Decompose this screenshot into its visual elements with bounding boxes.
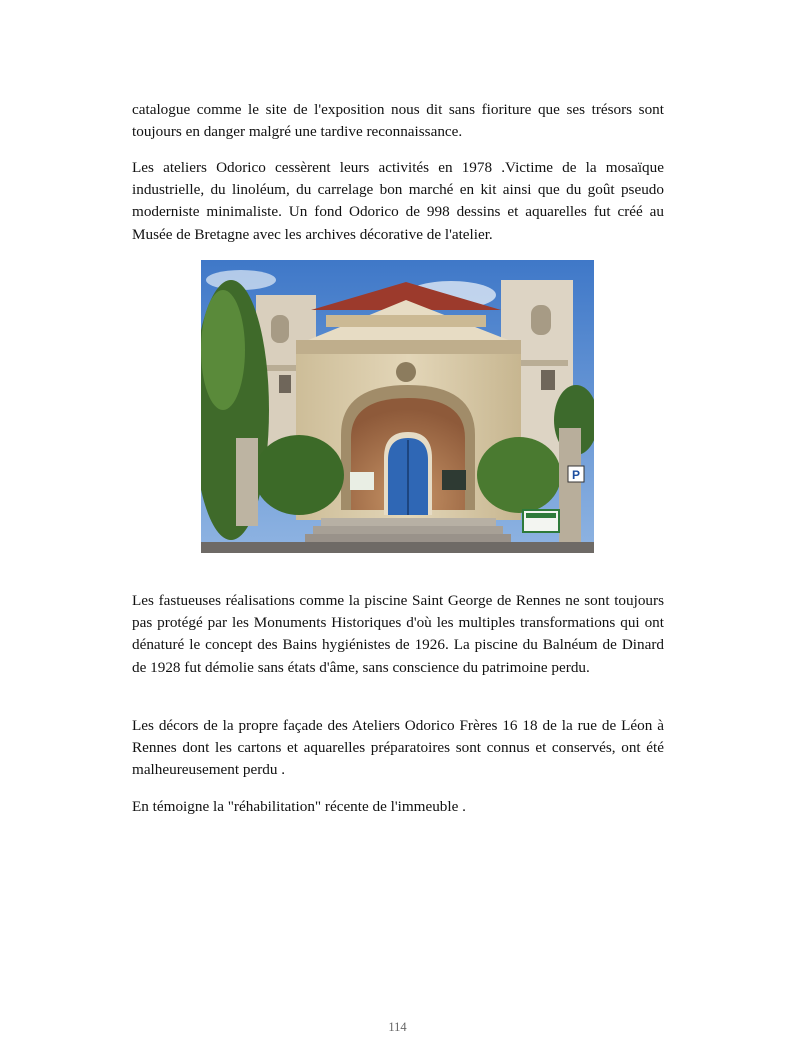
page-number: 114 [388,1020,407,1034]
paragraph-text: Les ateliers Odorico cessèrent leurs activités en 1978 .Victime de la mosaïque industrielle, du linoléum, du carrelage bon marché en kit ainsi que du goût pseudo moderniste minimaliste. Un fond Odorico de 998 dessins et aquarelles fut créé au Musée de Bretagne avec les archives décorative de l'atelier. [132,159,664,243]
paragraph-text: Les décors de la propre façade des Ateliers Odorico Frères 16 18 de la rue de Léon à Rennes dont les cartons et aquarelles préparatoires sont connus et conservés, ont été malheureusement perdu . [132,717,664,779]
paragraph [132,715,664,782]
paragraph [132,99,664,143]
building-photo [201,260,594,553]
paragraph [132,590,664,679]
paragraph [132,157,664,246]
paragraph [132,796,664,818]
paragraph-text: catalogue comme le site de l'exposition nous dit sans fioriture que ses trésors sont toujours en danger malgré une tardive reconnaissance. [132,101,664,141]
paragraph-text: Les fastueuses réalisations comme la piscine Saint George de Rennes ne sont toujours pas protégé par les Monuments Historiques d'où les multiples transformations qui ont dénaturé le concept des Bains hygiénistes de 1926. La piscine du Balnéum de Dinard de 1928 fut démolie sans états d'âme, sans conscience du patrimoine perdu. [132,592,664,676]
parking-sign-letter: P [571,468,581,482]
paragraph-text: En témoigne la "réhabilitation" récente de l'immeuble . [132,798,466,815]
